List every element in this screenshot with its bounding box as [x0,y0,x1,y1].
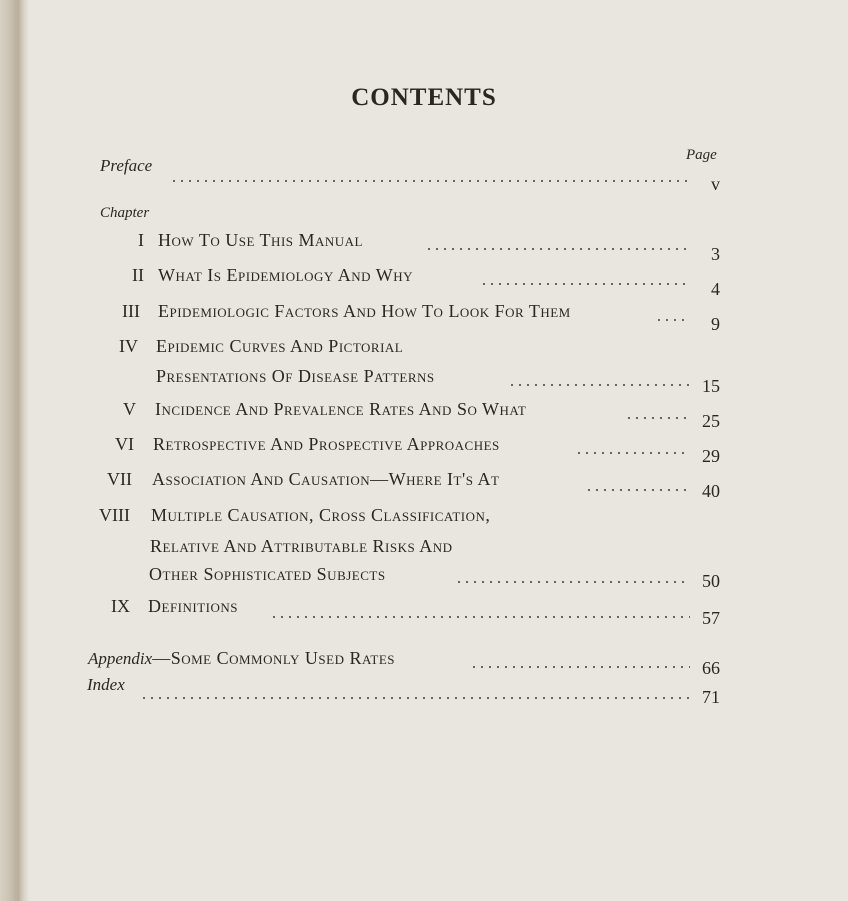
page-title: CONTENTS [351,84,497,111]
chapter-number: IX [111,596,130,616]
chapter-number: VIII [99,505,130,525]
toc-entry-chapter [30,399,848,431]
toc-entry-page: 57 [702,608,720,628]
leader-dots [140,697,690,699]
leader-dots [585,489,690,491]
chapter-title: What Is Epidemiology And Why [158,265,413,285]
appendix-label-rest: —Some Commonly Used Rates [152,648,396,668]
chapter-number: V [123,399,136,419]
leader-dots [170,180,690,182]
leader-dots [425,248,690,250]
chapter-title: Incidence And Prevalence Rates And So What [155,399,527,419]
toc-entry-label [88,648,395,669]
leader-dots [270,616,690,618]
toc-entry-page: 50 [702,571,720,591]
toc-entry-page: 40 [702,481,720,501]
chapter-title: Epidemiologic Factors And How To Look For Them [158,301,571,321]
toc-entry-page: 15 [702,376,720,396]
chapter-column-header: Chapter [100,205,150,221]
toc-entry-page: v [711,174,720,194]
chapter-title: Multiple Causation, Cross Classification, [151,505,491,525]
chapter-number: II [132,265,144,285]
toc-entry-preface [30,156,848,194]
page-column-header: Page [686,147,717,163]
toc-entry-page: 4 [711,279,720,299]
leader-dots [470,666,690,668]
book-page [30,0,848,901]
chapter-number: I [138,230,144,250]
leader-dots [508,384,690,386]
toc-entry-page: 25 [702,411,720,431]
leader-dots [480,283,690,285]
chapter-title-continued: Presentations Of Disease Patterns [156,366,435,386]
chapter-title-continued: Relative And Attributable Risks And [150,536,453,556]
toc-entry-page: 9 [711,314,720,334]
toc-entry-chapter [30,469,848,501]
chapter-number: VI [115,434,134,454]
toc-entry-page: 3 [711,244,720,264]
toc-entry-appendix [30,648,848,678]
chapter-title: How To Use This Manual [158,230,364,250]
toc-entry-page: 66 [702,658,720,678]
chapter-number: III [122,301,140,321]
toc-entry-label: Preface [100,156,153,175]
toc-entry-chapter [30,336,848,396]
chapter-number: IV [119,336,138,356]
chapter-title-continued: Other Sophisticated Subjects [149,564,386,584]
leader-dots [575,452,690,454]
chapter-number: VII [107,469,132,489]
toc-entry-chapter [30,505,848,591]
toc-entry-label: Index [87,675,125,694]
toc-entry-index [30,675,848,707]
toc-entry-page: 29 [702,446,720,466]
chapter-title: Epidemic Curves And Pictorial [156,336,404,356]
chapter-title: Association And Causation—Where It's At [152,469,500,489]
appendix-label-italic: Appendix [88,649,153,668]
toc-entry-chapter [30,434,848,466]
toc-entry-chapter [30,230,848,264]
chapter-title: Definitions [148,596,238,616]
toc-entry-chapter [30,596,848,628]
toc-entry-chapter [30,301,848,334]
leader-dots [455,581,690,583]
toc-entry-chapter [30,265,848,299]
toc-entry-page: 71 [702,687,720,707]
chapter-title: Retrospective And Prospective Approaches [153,434,500,454]
book-spine-shadow [0,0,30,901]
